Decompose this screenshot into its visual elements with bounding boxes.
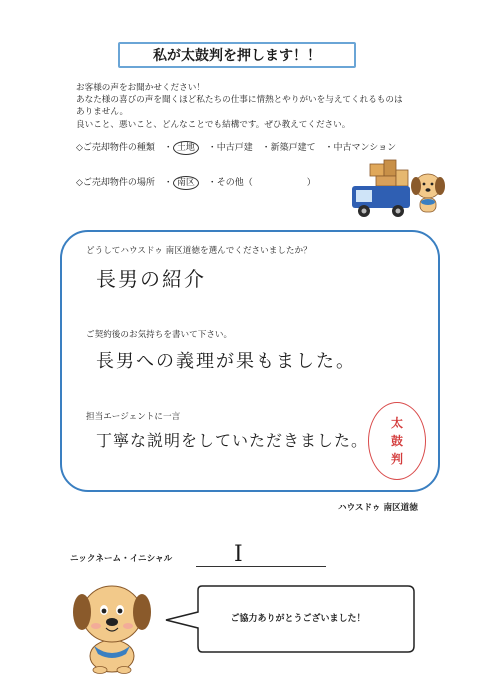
- nickname-label: ニックネーム・イニシャル: [70, 554, 173, 564]
- stamp-char: 太: [390, 416, 403, 430]
- question-3: 担当エージェントに一言: [86, 412, 181, 422]
- question-1: どうしてハウスドゥ 南区道徳を選んでくださいましたか？: [86, 246, 312, 256]
- property-location-option-other[interactable]: ・その他（ ）: [207, 178, 316, 188]
- intro-line: 良いこと、悪いこと、どんなことでも結構です。ぜひ教えてください。: [76, 119, 351, 130]
- page-title: 私が太鼓判を押します！！: [118, 42, 356, 68]
- property-type-option-new-house[interactable]: ・新築戸建て: [261, 143, 316, 153]
- property-location-row: [76, 175, 316, 190]
- property-type-option-land[interactable]: ・ 土地: [164, 143, 199, 153]
- taikoban-stamp: [368, 402, 426, 480]
- property-location-option-minami[interactable]: ・ 南区: [164, 178, 199, 188]
- company-name: ハウスドゥ 南区道徳: [338, 503, 418, 513]
- property-type-option-used-mansion[interactable]: ・中古マンション: [324, 143, 397, 153]
- intro-line: あなた様の喜びの声を聞くほど私たちの仕事に情熱とやりがいを与えてくれるものは: [76, 95, 403, 106]
- closing-message: ご協力ありがとうございました！: [230, 614, 366, 624]
- nickname-value: I: [234, 542, 243, 567]
- intro-line: お客様の声をお聞かせください！: [76, 83, 205, 93]
- property-location-label: ◇ご売却物件の場所: [76, 178, 155, 188]
- answer-1: 長男の紹介: [96, 267, 206, 291]
- stamp-char: 判: [390, 452, 403, 466]
- property-type-option-used-house[interactable]: ・中古戸建: [207, 143, 253, 153]
- intro-line: ありません。: [76, 107, 129, 118]
- intro-text: [76, 82, 416, 131]
- answer-3: 丁寧な説明をしていただきました。: [96, 431, 369, 450]
- property-type-label: ◇ご売却物件の種類: [76, 143, 155, 153]
- question-2: ご契約後のお気持ちを書いて下さい。: [86, 330, 233, 340]
- moving-truck-illustration: [348, 156, 448, 224]
- answer-2: 長男への義理が果もました。: [96, 351, 356, 372]
- nickname-underline: [196, 566, 326, 567]
- property-type-row: [76, 140, 396, 155]
- stamp-char: 鼓: [390, 434, 403, 448]
- dog-mascot-illustration: [64, 570, 160, 674]
